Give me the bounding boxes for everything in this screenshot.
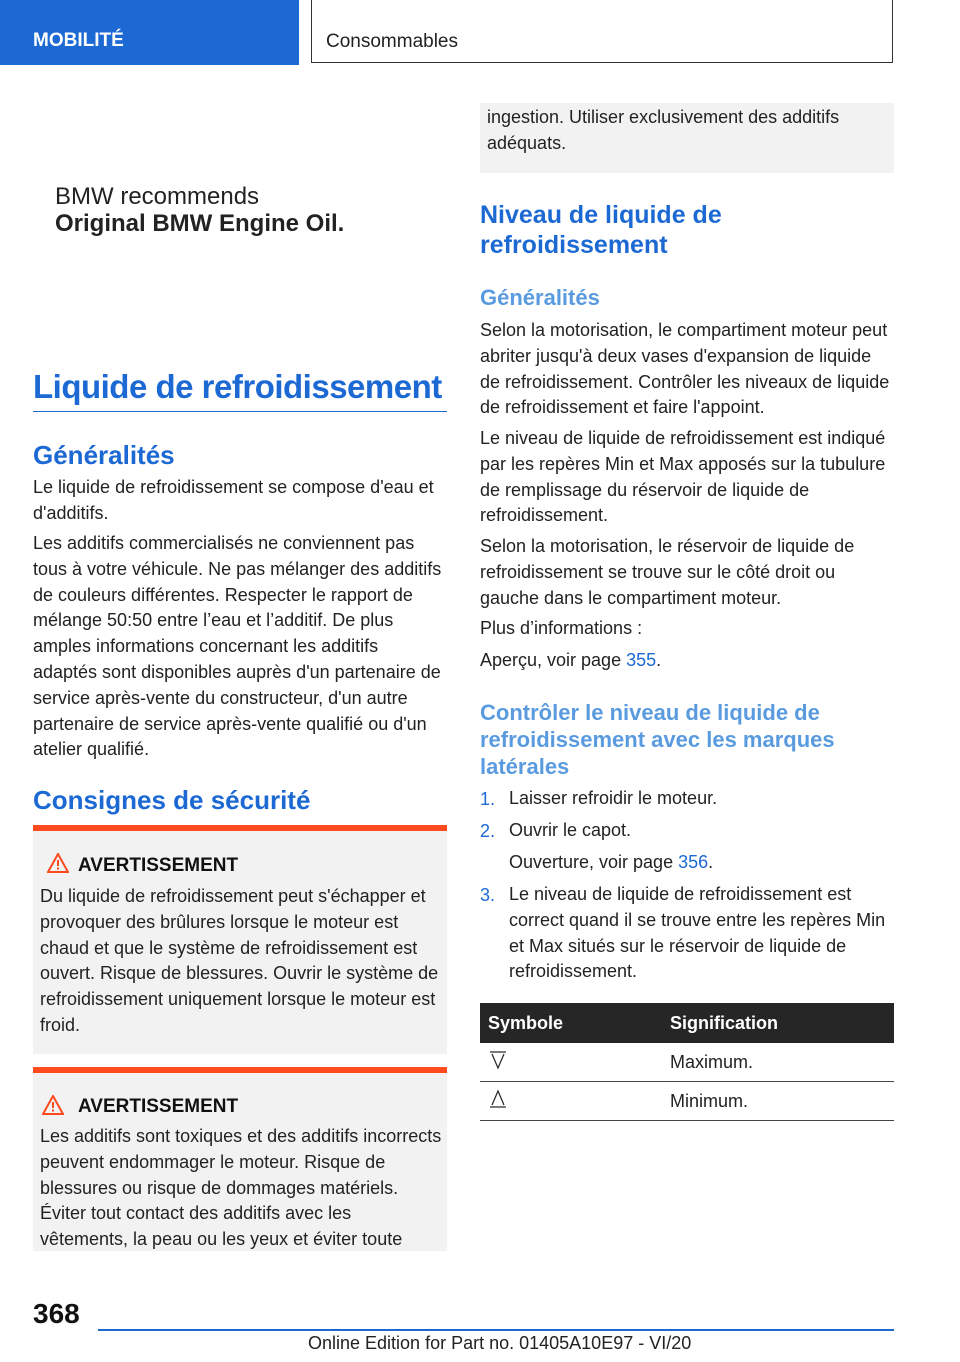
meaning-cell: Minimum.	[662, 1082, 894, 1121]
step-text: Le niveau de liquide de refroidissement est correct quand il se trouve entre les repères Min et Max situés sur le réservoir de liquide de refroidissement.	[509, 884, 886, 982]
warning-triangle-icon	[42, 1095, 64, 1115]
min-mark-icon	[488, 1089, 508, 1109]
warning-box-1	[33, 825, 447, 1054]
level-general-heading: Généralités	[480, 285, 600, 310]
warning-bar	[33, 825, 447, 831]
section-tab	[0, 0, 299, 65]
step-number: 1.	[480, 789, 496, 809]
general-paragraph-2: Les additifs commercialisés ne conviennent pas tous à votre véhicule. Ne pas mélanger des additifs de couleurs différentes. Respecter le rapport de mélange 50:50 entre l’eau et l’additif. De plus amples informations concernant les additifs adaptés sont disponibles auprès d'un partenaire de service après-vente du constructeur, d'un autre partenaire de service après-vente qualifié ou d'un atelier qualifié.	[33, 533, 442, 760]
logo-line2: Original BMW Engine Oil.	[55, 210, 345, 237]
warning-text: Les additifs sont toxiques et des additifs incorrects peuvent endommager le moteur. Risque de blessures ou risque de dommages matériels. Éviter tout contact des additifs avec les vêtements, la peau ou les yeux et éviter toute	[40, 1126, 442, 1250]
warning-title: AVERTISSEMENT	[78, 1096, 239, 1117]
overview-reference-text: Aperçu, voir page	[480, 650, 627, 670]
opening-reference	[509, 850, 894, 876]
section-label: MOBILITÉ	[33, 30, 124, 51]
meaning-cell: Maximum.	[662, 1043, 894, 1082]
general-paragraph-1: Le liquide de refroidissement se compose d'eau et d'additifs.	[33, 477, 434, 523]
warning-bar	[33, 1067, 447, 1073]
more-info-label: Plus d’informations :	[480, 618, 643, 638]
level-paragraph-2: Le niveau de liquide de refroidissement est indiqué par les repères Min et Max apposés sur la tubulure de remplissage du réservoir de liquide de refroidissement.	[480, 428, 886, 526]
overview-reference	[480, 648, 892, 674]
step-text: Ouvrir le capot.	[509, 820, 632, 840]
level-paragraph-1: Selon la motorisation, le compartiment moteur peut abriter jusqu'à deux vases d'expansion de liquide de refroidissement. Contrôler les niveaux de liquide de refroidissement et faire l'appoint.	[480, 320, 890, 418]
step-number: 3.	[480, 885, 496, 905]
step-text: Laisser refroidir le moteur.	[509, 788, 718, 808]
symbol-cell	[480, 1082, 662, 1121]
max-mark-icon	[488, 1050, 508, 1070]
page-link-355[interactable]: 355	[626, 650, 657, 670]
chapter-label: Consommables	[326, 31, 458, 52]
warning-continuation-text: ingestion. Utiliser exclusivement des additifs adéquats.	[487, 107, 840, 153]
warning-continuation	[480, 103, 894, 173]
opening-reference-text: Ouverture, voir page	[509, 852, 679, 872]
table-header-meaning: Signification	[662, 1003, 894, 1043]
title-divider	[33, 411, 447, 412]
table-header-row	[480, 1003, 894, 1043]
symbol-table	[480, 1003, 894, 1121]
page-title: Liquide de refroidissement	[33, 368, 442, 405]
page-number: 368	[33, 1298, 80, 1329]
level-heading: Niveau de liquide de refroidissement	[480, 201, 722, 259]
chapter-tab	[311, 0, 893, 63]
safety-heading: Consignes de sécurité	[33, 785, 311, 815]
table-header-symbol: Symbole	[480, 1003, 662, 1043]
edition-label: Online Edition for Part no. 01405A10E97 - VI/20	[308, 1333, 692, 1353]
check-heading: Contrôler le niveau de liquide de refroidissement avec les marques latérales	[480, 700, 835, 779]
symbol-cell	[480, 1043, 662, 1082]
overview-reference-suffix: .	[656, 650, 662, 670]
step-number: 2.	[480, 821, 496, 841]
footer-divider	[98, 1329, 894, 1331]
warning-title: AVERTISSEMENT	[78, 855, 239, 876]
warning-box-2	[33, 1067, 447, 1251]
warning-text: Du liquide de refroidissement peut s'échapper et provoquer des brûlures lorsque le moteur est chaud et que le système de refroidissement est ouvert. Risque de blessures. Ouvrir le système de refroidissement uniquement lorsque le moteur est froid.	[40, 886, 439, 1035]
page-link-356[interactable]: 356	[678, 852, 709, 872]
opening-reference-suffix: .	[708, 852, 714, 872]
warning-triangle-icon	[47, 853, 69, 873]
logo-line1: BMW recommends	[55, 183, 260, 210]
level-paragraph-3: Selon la motorisation, le réservoir de liquide de refroidissement se trouve sur le côté droit ou gauche dans le compartiment moteur.	[480, 536, 855, 608]
general-heading: Généralités	[33, 440, 175, 470]
table-row	[480, 1043, 894, 1082]
table-row	[480, 1082, 894, 1121]
